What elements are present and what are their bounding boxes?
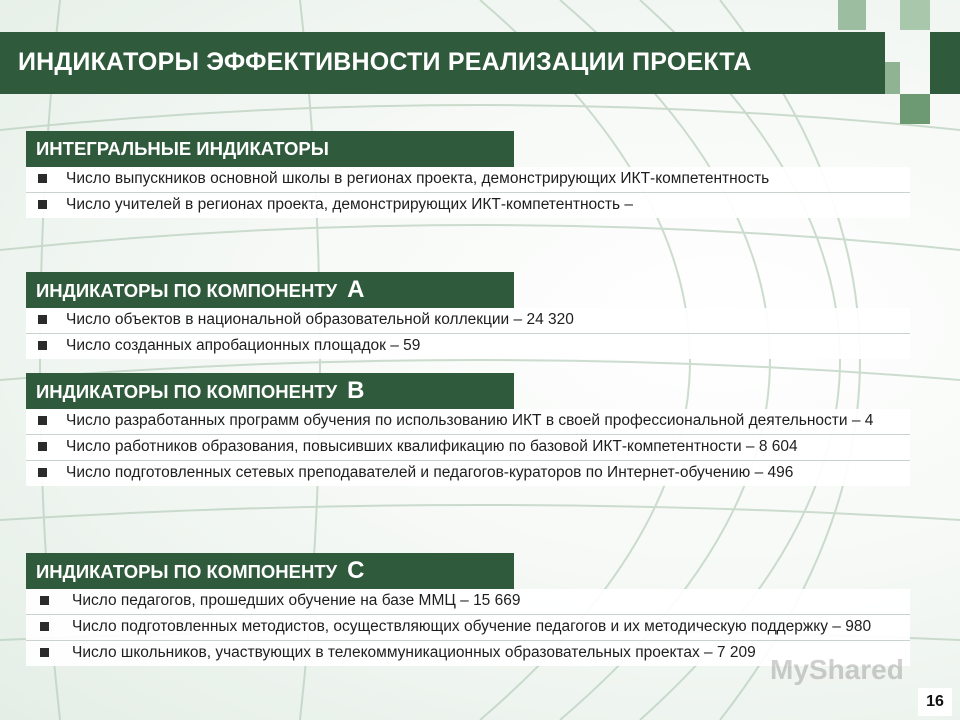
item-text: Число подготовленных сетевых преподавателей и педагогов-кураторов по Интернет-обучению – 496	[66, 464, 794, 481]
bullet-icon	[38, 442, 47, 451]
item-list	[26, 167, 910, 218]
item-text: Число разработанных программ обучения по использованию ИКТ в своей профессиональной деятельности – 4	[66, 412, 874, 429]
bullet-icon	[38, 174, 47, 183]
list-item	[26, 334, 910, 359]
decor-square	[930, 32, 960, 94]
item-text: Число педагогов, прошедших обучение на базе ММЦ – 15 669	[72, 592, 521, 609]
section-header	[26, 272, 514, 308]
page-title: ИНДИКАТОРЫ ЭФФЕКТИВНОСТИ РЕАЛИЗАЦИИ ПРОЕКТА	[18, 48, 752, 76]
section-component-a	[26, 272, 906, 359]
bullet-icon	[38, 341, 47, 350]
item-text: Число работников образования, повысивших квалификацию по базовой ИКТ-компетентности – 8 604	[66, 438, 798, 455]
list-item	[26, 589, 910, 615]
item-text: Число выпускников основной школы в регионах проекта, демонстрирующих ИКТ-компетентность	[66, 170, 770, 187]
item-text: Число подготовленных методистов, осуществляющих обучение педагогов и их методическую поддержку – 980	[72, 618, 872, 635]
bullet-icon	[38, 468, 47, 477]
list-item	[26, 167, 910, 193]
bullet-icon	[40, 622, 49, 631]
section-header	[26, 373, 514, 409]
section-component-b	[26, 373, 906, 486]
section-header-label: ИНДИКАТОРЫ ПО КОМПОНЕНТУ	[36, 561, 338, 582]
component-letter: С	[347, 557, 365, 584]
section-header	[26, 131, 514, 167]
component-letter: А	[347, 276, 365, 303]
item-text: Число учителей в регионах проекта, демонстрирующих ИКТ-компетентность –	[66, 196, 634, 213]
item-list	[26, 409, 910, 486]
section-header-label: ИНДИКАТОРЫ ПО КОМПОНЕНТУ	[36, 280, 338, 301]
list-item	[26, 193, 910, 218]
item-text: Число школьников, участвующих в телекоммуникационных образовательных проектах – 7 209	[72, 644, 756, 661]
bullet-icon	[40, 648, 49, 657]
section-header-label: ИНДИКАТОРЫ ПО КОМПОНЕНТУ	[36, 381, 338, 402]
bullet-icon	[38, 200, 47, 209]
decor-square	[838, 0, 866, 30]
bullet-icon	[40, 596, 49, 605]
title-bar	[0, 32, 885, 94]
item-text: Число объектов в национальной образовательной коллекции – 24 320	[66, 311, 574, 328]
section-component-c	[26, 553, 906, 666]
bullet-icon	[38, 416, 47, 425]
bullet-icon	[38, 315, 47, 324]
section-integral	[26, 131, 906, 218]
page-number: 16	[918, 688, 952, 716]
item-text: Число созданных апробационных площадок – 59	[66, 337, 421, 354]
list-item	[26, 435, 910, 461]
section-header	[26, 553, 514, 589]
component-letter: В	[347, 377, 365, 404]
list-item	[26, 409, 910, 435]
list-item	[26, 615, 910, 641]
watermark-logo: MyShared	[770, 654, 904, 685]
list-item	[26, 461, 910, 486]
section-header-label: ИНТЕГРАЛЬНЫЕ ИНДИКАТОРЫ	[36, 138, 329, 159]
item-list	[26, 308, 910, 359]
list-item	[26, 308, 910, 334]
decor-square	[900, 0, 930, 30]
decor-square	[900, 94, 930, 124]
